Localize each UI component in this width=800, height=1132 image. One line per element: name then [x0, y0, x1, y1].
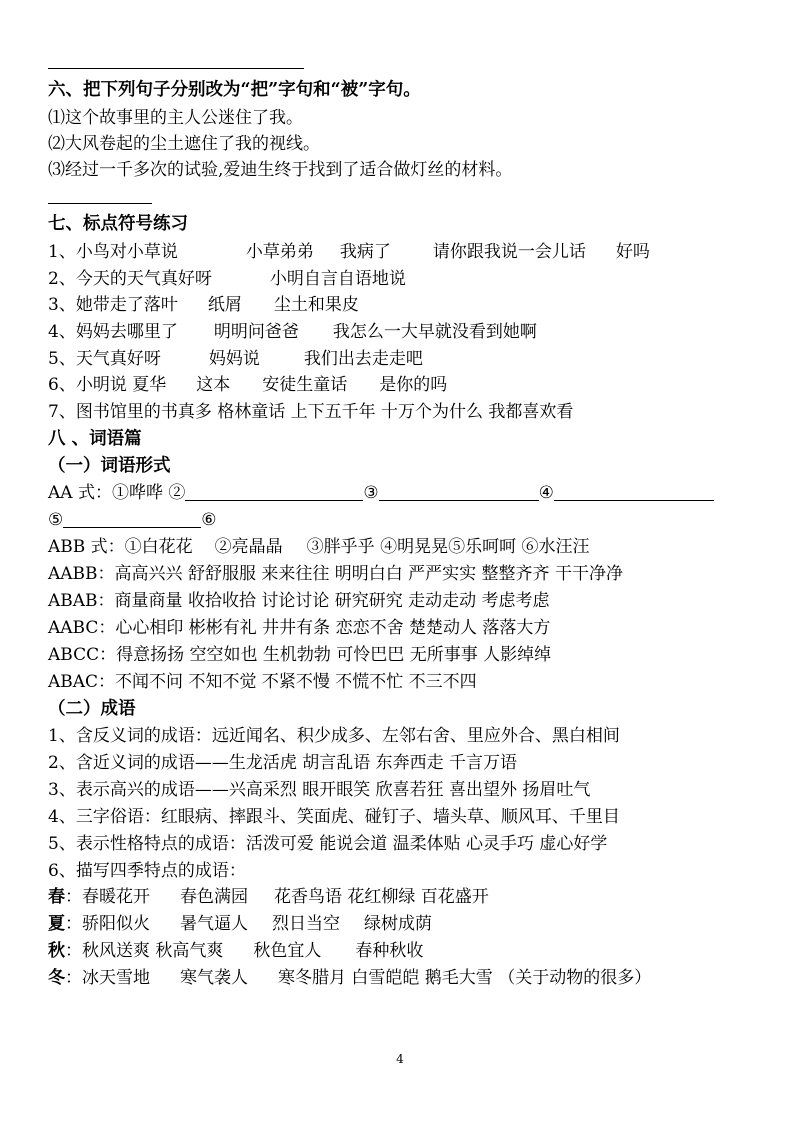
abab-line: ABAB：商量商量 收拾收拾 讨论讨论 研究研究 走动走动 考虑考虑 [48, 591, 550, 611]
section-6-title: 六、把下列句子分别改为“把”字句和“被”字句。 [48, 80, 421, 100]
season-summer: 夏：骄阳似火 暑气逼人 烈日当空 绿树成荫 [48, 914, 432, 934]
aa-blank-3[interactable] [379, 482, 539, 501]
abb-line: ABB 式：①白花花 ②亮晶晶 ③胖乎乎 ④明晃晃⑤乐呵呵 ⑥水汪汪 [48, 537, 590, 557]
aa-line-2: ⑤ ⑥ [48, 510, 217, 530]
abac-line: ABAC：不闻不问 不知不觉 不紧不慢 不慌不忙 不三不四 [48, 672, 477, 692]
s7-line-7: 7、图书馆里的书真多 格林童话 上下五千年 十万个为什么 我都喜欢看 [48, 402, 574, 422]
season-winter: 冬：冰天雪地 寒气袭人 寒冬腊月 白雪皑皑 鹅毛大雪 （关于动物的很多） [48, 968, 652, 988]
aa-blank-2[interactable] [185, 482, 363, 501]
s7-line-4: 4、妈妈去哪里了 明明问爸爸 我怎么一大早就没看到她啊 [48, 322, 537, 342]
s7-line-1: 1、小鸟对小草说 小草弟弟 我病了 请你跟我说一会儿话 好吗 [48, 242, 650, 262]
subsection-2-title: （二）成语 [48, 699, 136, 719]
s7-line-6: 6、小明说 夏华 这本 安徒生童话 是你的吗 [48, 375, 448, 395]
season-spring: 春：春暖花开 春色满园 花香鸟语 花红柳绿 百花盛开 [48, 887, 489, 907]
subsection-1-title: （一）词语形式 [48, 456, 171, 476]
s7-line-3: 3、她带走了落叶 纸屑 尘土和果皮 [48, 295, 359, 315]
aa-blank-4[interactable] [554, 482, 714, 501]
idiom-line-6: 6、描写四季特点的成语： [48, 861, 246, 881]
aa-blank-5[interactable] [63, 509, 201, 528]
idiom-line-5: 5、表示性格特点的成语：活泼可爱 能说会道 温柔体贴 心灵手巧 虚心好学 [48, 834, 608, 854]
idiom-line-2: 2、含近义词的成语——生龙活虎 胡言乱语 东奔西走 千言万语 [48, 753, 518, 773]
aabb-line: AABB：高高兴兴 舒舒服服 来来往往 明明白白 严严实实 整整齐齐 干干净净 [48, 564, 623, 584]
s6-item-2: ⑵大风卷起的尘土遮住了我的视线。 [48, 134, 320, 154]
s6-item-3: ⑶经过一千多次的试验,爱迪生终于找到了适合做灯丝的材料。 [48, 160, 513, 180]
s7-line-5: 5、天气真好呀 妈妈说 我们出去走走吧 [48, 349, 423, 369]
idiom-line-1: 1、含反义词的成语：远近闻名、积少成多、左邻右舍、里应外合、黑白相间 [48, 726, 620, 746]
aa-line-1: AA 式：①哗哗 ② ③ ④ [48, 481, 714, 505]
page-number: 4 [396, 1052, 404, 1066]
idiom-line-3: 3、表示高兴的成语——兴高采烈 眼开眼笑 欣喜若狂 喜出望外 扬眉吐气 [48, 780, 591, 800]
abcc-line: ABCC：得意扬扬 空空如也 生机勃勃 可怜巴巴 无所事事 人影绰绰 [48, 645, 552, 665]
season-autumn: 秋：秋风送爽 秋高气爽 秋色宜人 春种秋收 [48, 941, 424, 961]
aabc-line: AABC：心心相印 彬彬有礼 井井有条 恋恋不舍 楚楚动人 落落大方 [48, 618, 551, 638]
idiom-line-4: 4、三字俗语：红眼病、摔跟斗、笑面虎、碰钉子、墙头草、顺风耳、千里目 [48, 807, 620, 827]
section-rule [48, 203, 152, 204]
section-8-title: 八 、词语篇 [48, 429, 142, 449]
top-rule [48, 68, 304, 69]
section-7-title: 七、标点符号练习 [48, 214, 188, 234]
s7-line-2: 2、今天的天气真好呀 小明自言自语地说 [48, 269, 406, 289]
s6-item-1: ⑴这个故事里的主人公迷住了我。 [48, 108, 303, 128]
